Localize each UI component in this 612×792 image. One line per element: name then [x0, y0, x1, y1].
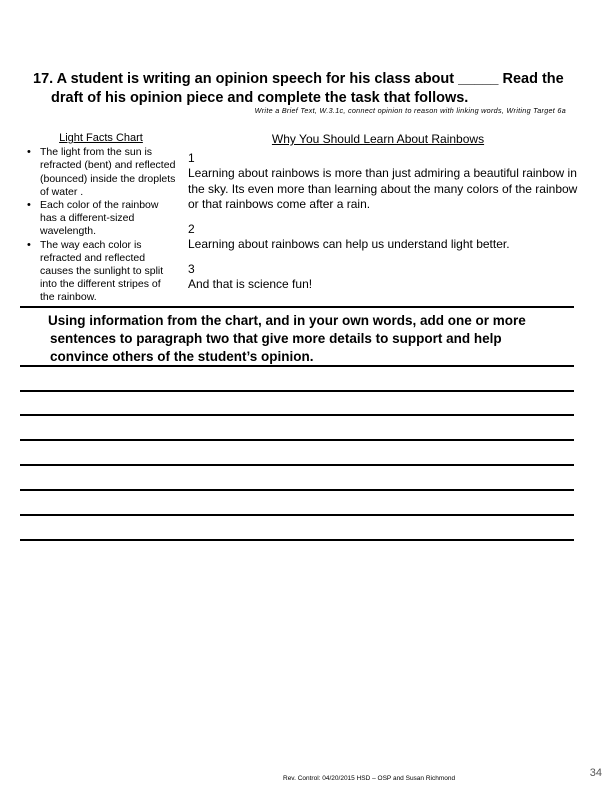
answer-line[interactable]: [20, 464, 574, 466]
speech-title: Why You Should Learn About Rainbows: [271, 132, 485, 146]
paragraph-number: 2: [188, 221, 195, 236]
paragraph-number: 1: [188, 150, 195, 165]
task-line-2: sentences to paragraph two that give more details to support and help: [50, 331, 502, 346]
standard-note: Write a Brief Text, W.3.1c, connect opinion to reason with linking words, Writing Target 6a: [254, 106, 566, 115]
answer-line[interactable]: [20, 365, 574, 367]
paragraph-text: And that is science fun!: [188, 277, 313, 291]
answer-line[interactable]: [20, 514, 574, 516]
question-line-1: 17. A student is writing an opinion speech for his class about _____ Read the: [33, 71, 564, 87]
answer-line[interactable]: [20, 439, 574, 441]
page-number: 34: [589, 767, 602, 779]
opinion-speech: [188, 132, 578, 302]
paragraph-text: Learning about rainbows can help us understand light better.: [188, 237, 510, 251]
fact-item: • Each color of the rainbow has a different-sized wavelength.: [26, 199, 176, 239]
chart-title: Light Facts Chart: [59, 132, 143, 144]
light-facts-chart: [26, 132, 176, 305]
paragraph-2: [188, 222, 578, 253]
paragraph-1: [188, 151, 578, 213]
paragraph-3: [188, 262, 578, 293]
task-instructions: [48, 312, 568, 366]
answer-line[interactable]: [20, 390, 574, 392]
fact-item: • The way each color is refracted and reflected causes the sunlight to split into the different stripes of the rainbow.: [26, 239, 176, 305]
task-line-3: convince others of the student’s opinion.: [50, 349, 314, 364]
task-line-1: Using information from the chart, and in your own words, add one or more: [48, 313, 526, 328]
paragraph-text: Learning about rainbows is more than just admiring a beautiful rainbow in the sky. Its even more than learning about the many colors of the rainbow or that rainbows come after a rain.: [188, 166, 578, 211]
answer-line[interactable]: [20, 489, 574, 491]
question-prompt: [33, 70, 573, 108]
question-line-2: draft of his opinion piece and complete the task that follows.: [51, 90, 469, 106]
revision-footer: Rev. Control: 04/20/2015 HSD – OSP and Susan Richmond: [283, 775, 456, 782]
facts-list: [26, 146, 176, 304]
fact-item: • The light from the sun is refracted (bent) and reflected (bounced) inside the droplets of water .: [26, 146, 176, 199]
answer-line[interactable]: [20, 539, 574, 541]
section-divider: [20, 306, 574, 308]
answer-line[interactable]: [20, 414, 574, 416]
paragraph-number: 3: [188, 261, 195, 276]
